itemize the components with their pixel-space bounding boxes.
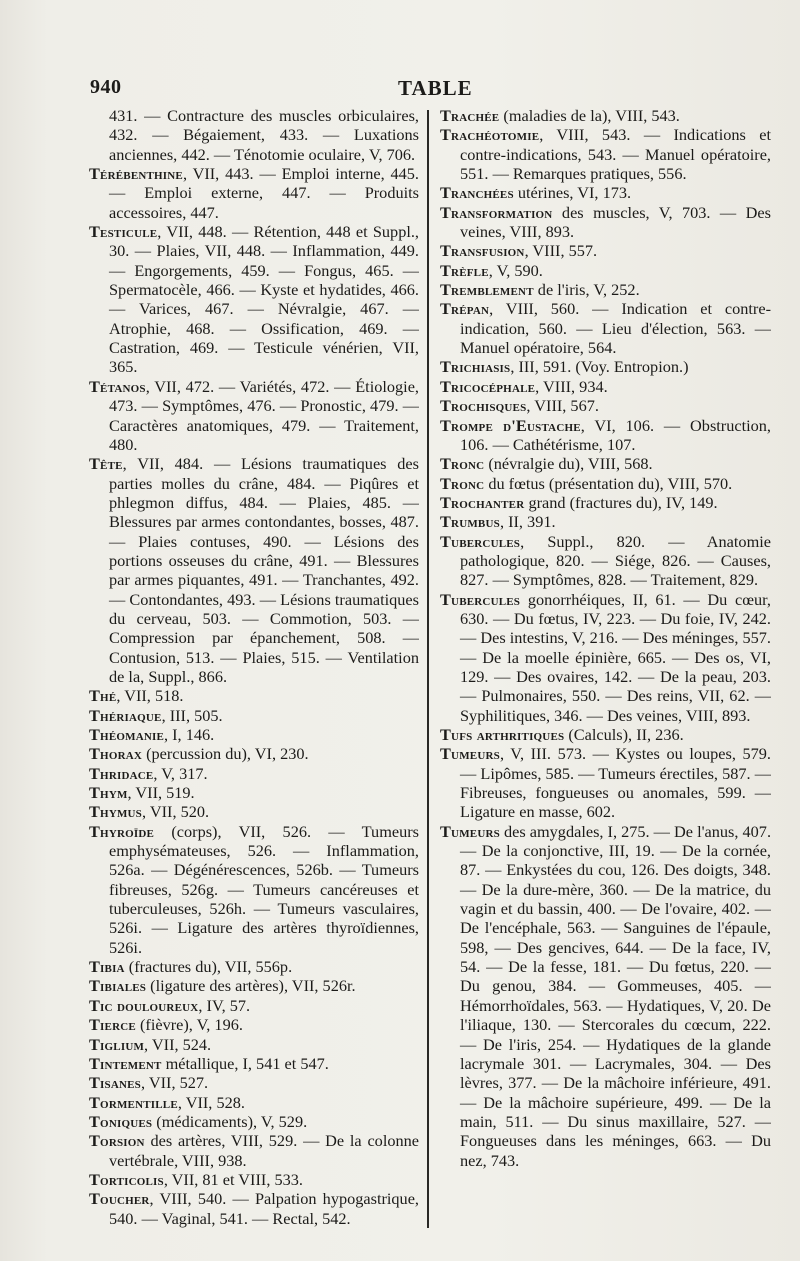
index-entry [89,822,419,957]
index-entry [440,377,771,396]
entry-references: (fractures du), VII, 556p. [124,957,293,977]
entry-headword: Trèfle [440,260,489,280]
entry-references: , VIII, 560. — Indication et contre-indication, 560. — Lieu d'élection, 563. — Manuel opératoire, 564. [460,299,771,358]
entry-references: , VII, 472. — Variétés, 472. — Étiologie, 473. — Symptômes, 476. — Pronostic, 479. — Caractères anatomiques, 479. — Traitement, 480. [109,376,419,454]
index-entry [89,1093,419,1112]
entry-headword: Toucher [89,1189,150,1209]
entry-references: , VIII, 934. [535,376,608,396]
index-column-left [89,106,419,1236]
entry-headword: Tibia [89,957,125,977]
entry-references: , V, 590. [488,260,543,280]
entry-references: , II, 391. [499,512,556,532]
entry-references: , VIII, 543. — Indications et contre-indications, 543. — Manuel opératoire, 551. — Remarques pratiques, 556. [460,125,771,184]
entry-headword: Tête [89,454,123,474]
entry-references: utérines, VI, 173. [513,183,632,203]
entry-references: , VII, 81 et VIII, 533. [163,1169,303,1189]
entry-references: (ligature des artères), VII, 526r. [146,976,356,996]
entry-references: , VII, 484. — Lésions traumatiques des parties molles du crâne, 484. — Piqûres et phlegmon diffus, 484. — Plaies, 485. — Blessures par armes contondantes, bosses, 487. — Plaies contuses, 490. — Lésions des portions osseuses du crâne, 491. — Blessures par armes piquantes, 491. — Tranchantes, 492. — Contondantes, 493. — Lésions traumatiques du cerveau, 503. — Commotion, 503. — Compression par épanchement, 508. — Contusion, 513. — Plaies, 515. — Ventilation de la, Suppl., 866. [109,454,419,686]
entry-references: , V, III. 573. — Kystes ou loupes, 579. — Lipômes, 585. — Tumeurs érectiles, 587. — Fibreuses, fongueuses ou anomales, 599. — Ligature en masse, 602. [460,744,771,822]
index-entry [89,1035,419,1054]
index-entry [89,1073,419,1092]
entry-headword: Trachée [440,106,500,125]
index-entry [89,783,419,802]
entry-references: , V, 317. [153,763,208,783]
entry-headword: Tierce [89,1015,136,1035]
entry-references: , VII, 520. [142,802,210,822]
entry-references: 431. — Contracture des muscles orbiculaires, 432. — Bégaiement, 433. — Luxations anciennes, 442. — Ténotomie oculaire, V, 706. [109,106,419,164]
entry-references: (percussion du), VI, 230. [142,744,309,764]
entry-headword: Théomanie [89,725,164,744]
entry-references: de l'iris, V, 252. [533,280,640,300]
index-entry [440,280,771,299]
index-entry [89,1054,419,1073]
entry-headword: Thymus [89,802,143,822]
entry-headword: Tintement [89,1053,162,1073]
entry-references: , VII, 527. [141,1073,209,1093]
index-entry [89,222,419,377]
index-entry [440,299,771,357]
index-entry [89,802,419,821]
index-entry [440,744,771,821]
entry-headword: Tricocéphale [440,376,536,396]
entry-references: , VII, 524. [144,1034,212,1054]
column-divider [427,110,429,1228]
index-entry [440,474,771,493]
entry-headword: Tétanos [89,376,146,396]
index-entry [440,203,771,242]
entry-headword: Tubercules [440,589,521,609]
index-entry [89,454,419,686]
index-entry [440,493,771,512]
entry-headword: Trompe d'Eustache [440,415,581,435]
index-entry [89,686,419,705]
entry-headword: Transfusion [440,241,525,261]
entry-references: , VIII, 557. [524,241,598,261]
index-entry [89,764,419,783]
entry-references: , VII, 528. [177,1092,245,1112]
index-entry [440,106,771,125]
page-header [90,76,768,102]
entry-references: (Calculs), II, 236. [564,725,684,744]
index-entry [89,725,419,744]
entry-references: , Suppl., 820. — Anatomie pathologique, 820. — Siége, 826. — Causes, 827. — Symptômes, 828. — Traitement, 829. [460,531,771,590]
entry-references: , VII, 519. [127,783,195,803]
entry-headword: Trochisques [440,396,527,416]
page-number: 940 [90,76,122,98]
entry-references: , VII, 448. — Rétention, 448 et Suppl., 30. — Plaies, VII, 448. — Inflammation, 449. — Engorgements, 459. — Fongus, 465. — Spermatocèle, 466. — Kyste et hydatides, 466. — Varices, 467. — Névralgie, 467. — Atrophie, 468. — Ossification, 469. — Castration, 469. — Testicule vénérien, VII, 365. [109,222,419,377]
entry-headword: Térébenthine [89,164,183,184]
entry-headword: Trépan [440,299,490,319]
entry-headword: Tic douloureux [89,995,199,1015]
index-entry [440,241,771,260]
index-entry [89,164,419,222]
entry-headword: Tumeurs [440,821,500,841]
entry-headword: Testicule [89,222,158,242]
index-entry [440,532,771,590]
entry-references: (corps), VII, 526. — Tumeurs emphysémateuses, 526. — Inflammation, 526a. — Dégénérescences, 526b. — Tumeurs fibreuses, 526g. — Tumeurs cancéreuses et tuberculeuses, 526h. — Tumeurs vasculaires, 526i. — Ligature des artères thyroïdiennes, 526i. [109,821,419,957]
entry-references: , III, 505. [161,705,223,725]
entry-headword: Tronc [440,454,485,474]
entry-headword: Tranchées [440,183,514,203]
entry-headword: Thym [89,783,128,803]
entry-headword: Transformation [440,202,553,222]
entry-references: (médicaments), V, 529. [152,1111,308,1131]
entry-headword: Thorax [89,744,143,764]
entry-headword: Thériaque [89,705,162,725]
entry-references: , VII, 443. — Emploi interne, 445. — Emploi externe, 447. — Produits accessoires, 447. [109,164,419,222]
entry-headword: Tisanes [89,1073,142,1093]
entry-headword: Tiglium [89,1034,145,1054]
index-entry [89,976,419,995]
entry-references: grand (fractures du), IV, 149. [524,492,718,512]
index-entry [440,416,771,455]
entry-headword: Tibiales [89,976,147,996]
entry-headword: Torticolis [89,1169,164,1189]
entry-headword: Tronc [440,473,485,493]
index-entry [89,1112,419,1131]
entry-references: (maladies de la), VIII, 543. [499,106,680,125]
index-entry [89,744,419,763]
index-entry [89,106,419,164]
index-entry [440,512,771,531]
index-entry [440,725,771,744]
entry-references: métallique, I, 541 et 547. [161,1053,329,1073]
index-entry [89,1131,419,1170]
entry-references: , III, 591. (Voy. Entropion.) [510,357,689,377]
entry-references: des artères, VIII, 529. — De la colonne vertébrale, VIII, 938. [109,1131,419,1170]
entry-headword: Trichiasis [440,357,511,377]
entry-headword: Tormentille [89,1092,178,1112]
entry-headword: Trachéotomie [440,125,540,145]
entry-references: , I, 146. [164,725,215,744]
entry-headword: Thyroïde [89,821,155,841]
index-entry [440,454,771,473]
index-entry [89,377,419,454]
entry-headword: Tremblement [440,280,534,300]
index-column-right [440,106,771,1236]
index-entry [440,261,771,280]
entry-references: , VI, 106. — Obstruction, 106. — Cathétérisme, 107. [460,415,771,454]
index-entry [89,957,419,976]
entry-headword: Tufs arthritiques [440,725,565,744]
index-entry [440,396,771,415]
entry-references: gonorrhéiques, II, 61. — Du cœur, 630. — Du fœtus, IV, 223. — Du foie, IV, 242. — Des intestins, V, 216. — Des méninges, 557. — De la moelle épinière, 665. — Des os, VI, 129. — Des ovaires, 142. — De la peau, 203. — Pulmonaires, 550. — Des reins, VII, 62. — Syphilitiques, 346. — Des veines, VIII, 893. [460,589,771,725]
index-entry [440,822,771,1170]
index-entry [440,125,771,183]
entry-references: des amygdales, I, 275. — De l'anus, 407. — De la conjonctive, III, 19. — De la cornée, 87. — Enkystées du cou, 126. Des doigts, 348. — De la dure-mère, 360. — De la matrice, du vagin et du bassin, 400. — De l'ovaire, 402. — De l'encéphale, 563. — Sanguines de l'épaule, 598, — Des gencives, 644. — De la face, IV, 54. — De la fesse, 181. — Du fœtus, 220. — Du genou, 384. — Gommeuses, 405. — Hémorrhoïdales, 563. — Hydatiques, V, 20. De l'iliaque, 130. — Stercorales du cœcum, 222. — De l'iris, 254. — Hydatiques de la glande lacrymale 301. — Lacrymales, 304. — Des lèvres, 377. — De la mâchoire inférieure, 491. — De la mâchoire supérieure, 499. — De la main, 511. — Du sinus maxillaire, 527. — Fongueuses dans les méninges, 663. — Du nez, 743. [460,821,771,1170]
index-entry [440,590,771,725]
entry-references: des muscles, V, 703. — Des veines, VIII, 893. [460,202,771,242]
entry-headword: Tumeurs [440,744,500,764]
index-entry [89,1015,419,1034]
index-entry [440,183,771,202]
entry-references: du fœtus (présentation du), VIII, 570. [484,473,733,493]
entry-references: , VIII, 567. [526,396,599,416]
entry-headword: Thridace [89,763,154,783]
entry-references: , VIII, 540. — Palpation hypogastrique, 540. — Vaginal, 541. — Rectal, 542. [109,1189,419,1228]
entry-references: , IV, 57. [198,995,251,1015]
entry-headword: Trumbus [440,512,500,532]
entry-references: , VII, 518. [116,686,184,706]
index-entry [89,1189,419,1228]
entry-headword: Tubercules [440,531,521,551]
entry-headword: Torsion [89,1131,145,1151]
running-title: TABLE [398,76,473,100]
index-entry [89,1170,419,1189]
index-entry [89,706,419,725]
entry-references: (fièvre), V, 196. [135,1015,243,1035]
entry-references: (névralgie du), VIII, 568. [484,454,653,474]
index-entry [89,996,419,1015]
entry-headword: Trochanter [440,492,525,512]
index-entry [440,357,771,376]
entry-headword: Thé [89,686,117,706]
entry-headword: Toniques [89,1111,153,1131]
